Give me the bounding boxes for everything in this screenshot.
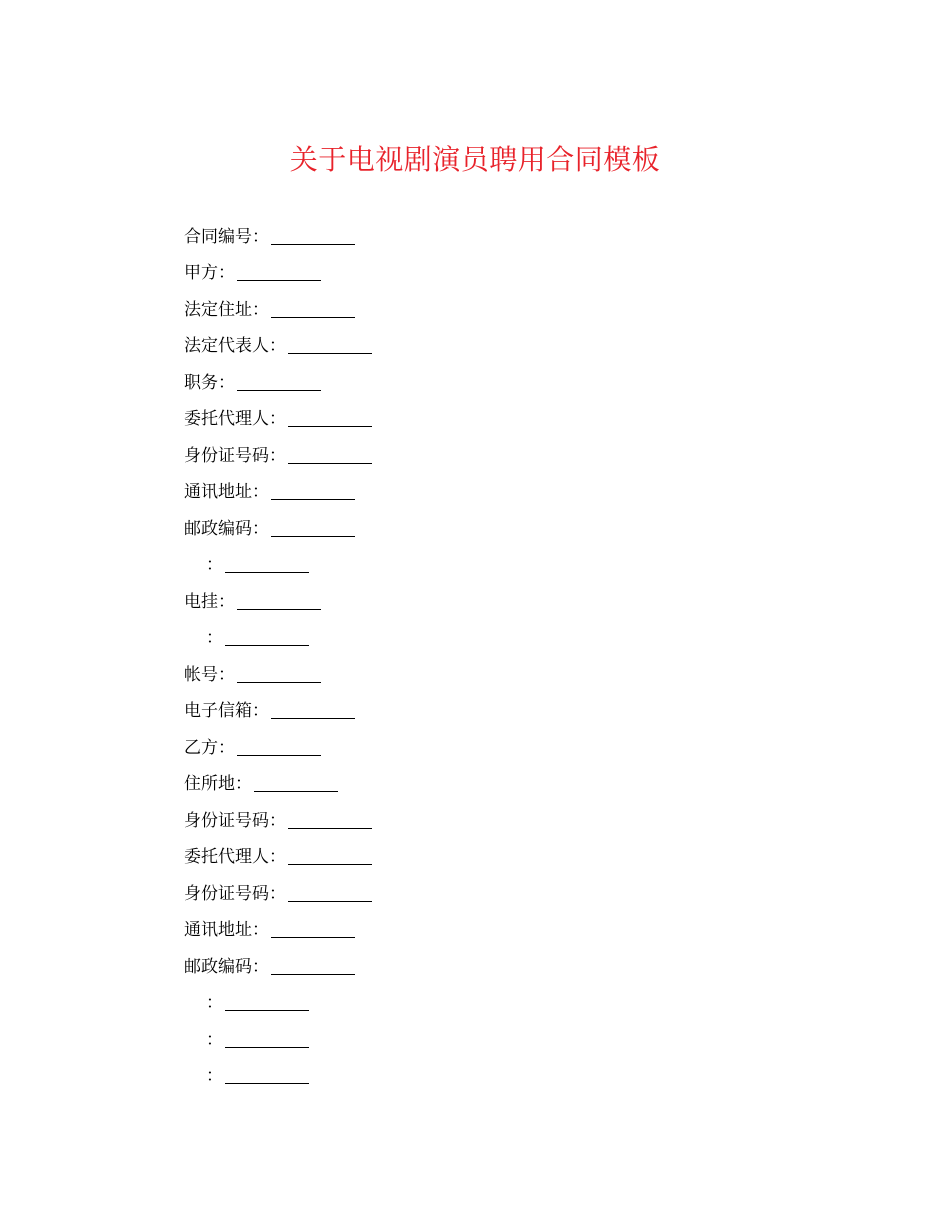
- field-label: 电挂: [184, 591, 218, 612]
- field-colon: ：: [218, 664, 235, 685]
- field-colon: ：: [206, 1066, 223, 1087]
- field-party-b: [184, 727, 784, 764]
- field-mailing-address: [184, 472, 784, 509]
- field-legal-address: [184, 289, 784, 326]
- field-label: 身份证号码: [184, 810, 269, 831]
- field-postal-code: [184, 946, 784, 983]
- fill-in-blank[interactable]: [225, 990, 309, 1011]
- field-label: 身份证号码: [184, 883, 269, 904]
- field-legal-representative: [184, 326, 784, 363]
- field-colon: ：: [218, 591, 235, 612]
- field-colon: ：: [206, 555, 223, 576]
- fill-in-blank[interactable]: [254, 771, 338, 792]
- fill-in-blank[interactable]: [237, 735, 321, 756]
- field-label: 通讯地址: [184, 920, 252, 941]
- field-label: 法定代表人: [184, 336, 269, 357]
- fill-in-blank[interactable]: [288, 333, 372, 354]
- field-colon: ：: [252, 701, 269, 722]
- field-colon: ：: [206, 993, 223, 1014]
- field-email: [184, 691, 784, 728]
- field-label: 帐号: [184, 664, 218, 685]
- field-id-number: [184, 800, 784, 837]
- fill-in-blank[interactable]: [271, 297, 355, 318]
- field-party-a: [184, 253, 784, 290]
- field-label: 通讯地址: [184, 482, 252, 503]
- field-residence: [184, 764, 784, 801]
- field-id-number: [184, 435, 784, 472]
- fill-in-blank[interactable]: [237, 662, 321, 683]
- document-title: 关于电视剧演员聘用合同模板: [289, 143, 661, 176]
- fill-in-blank[interactable]: [225, 552, 309, 573]
- fill-in-blank[interactable]: [271, 224, 355, 245]
- field-colon: ：: [218, 737, 235, 758]
- field-unlabeled: [184, 983, 784, 1020]
- field-label: 甲方: [184, 263, 218, 284]
- field-unlabeled: [184, 1056, 784, 1093]
- fill-in-blank[interactable]: [271, 917, 355, 938]
- fill-in-blank[interactable]: [237, 370, 321, 391]
- fill-in-blank[interactable]: [288, 406, 372, 427]
- field-colon: ：: [269, 883, 286, 904]
- field-colon: ：: [269, 336, 286, 357]
- field-mailing-address: [184, 910, 784, 947]
- fill-in-blank[interactable]: [225, 625, 309, 646]
- fill-in-blank[interactable]: [288, 844, 372, 865]
- field-colon: ：: [218, 263, 235, 284]
- field-authorized-agent: [184, 399, 784, 436]
- field-position: [184, 362, 784, 399]
- fill-in-blank[interactable]: [288, 443, 372, 464]
- field-colon: ：: [206, 1029, 223, 1050]
- fill-in-blank[interactable]: [225, 1027, 309, 1048]
- fill-in-blank[interactable]: [288, 881, 372, 902]
- field-label: 法定住址: [184, 299, 252, 320]
- field-colon: ：: [269, 445, 286, 466]
- field-colon: ：: [269, 847, 286, 868]
- fill-in-blank[interactable]: [271, 954, 355, 975]
- field-unlabeled: [184, 545, 784, 582]
- field-postal-code: [184, 508, 784, 545]
- field-colon: ：: [252, 956, 269, 977]
- field-label: 电子信箱: [184, 701, 252, 722]
- field-colon: ：: [252, 482, 269, 503]
- fill-in-blank[interactable]: [237, 589, 321, 610]
- field-colon: ：: [218, 372, 235, 393]
- field-colon: ：: [235, 774, 252, 795]
- field-label: 住所地: [184, 774, 235, 795]
- fill-in-blank[interactable]: [237, 260, 321, 281]
- field-colon: ：: [252, 920, 269, 941]
- field-label: 身份证号码: [184, 445, 269, 466]
- fill-in-blank[interactable]: [271, 516, 355, 537]
- field-label: 委托代理人: [184, 847, 269, 868]
- field-id-number: [184, 873, 784, 910]
- field-label: 委托代理人: [184, 409, 269, 430]
- field-label: 邮政编码: [184, 518, 252, 539]
- field-colon: ：: [269, 409, 286, 430]
- field-account-number: [184, 654, 784, 691]
- field-contract-number: [184, 216, 784, 253]
- field-colon: ：: [269, 810, 286, 831]
- fill-in-blank[interactable]: [288, 808, 372, 829]
- fill-in-blank[interactable]: [225, 1063, 309, 1084]
- field-unlabeled: [184, 1019, 784, 1056]
- field-label: 邮政编码: [184, 956, 252, 977]
- field-telegraph: [184, 581, 784, 618]
- field-label: 职务: [184, 372, 218, 393]
- contract-fields: [184, 216, 784, 1092]
- field-colon: ：: [252, 299, 269, 320]
- field-colon: ：: [206, 628, 223, 649]
- field-colon: ：: [252, 518, 269, 539]
- field-authorized-agent: [184, 837, 784, 874]
- fill-in-blank[interactable]: [271, 479, 355, 500]
- field-label: 合同编号: [184, 226, 252, 247]
- field-unlabeled: [184, 618, 784, 655]
- fill-in-blank[interactable]: [271, 698, 355, 719]
- field-label: 乙方: [184, 737, 218, 758]
- field-colon: ：: [252, 226, 269, 247]
